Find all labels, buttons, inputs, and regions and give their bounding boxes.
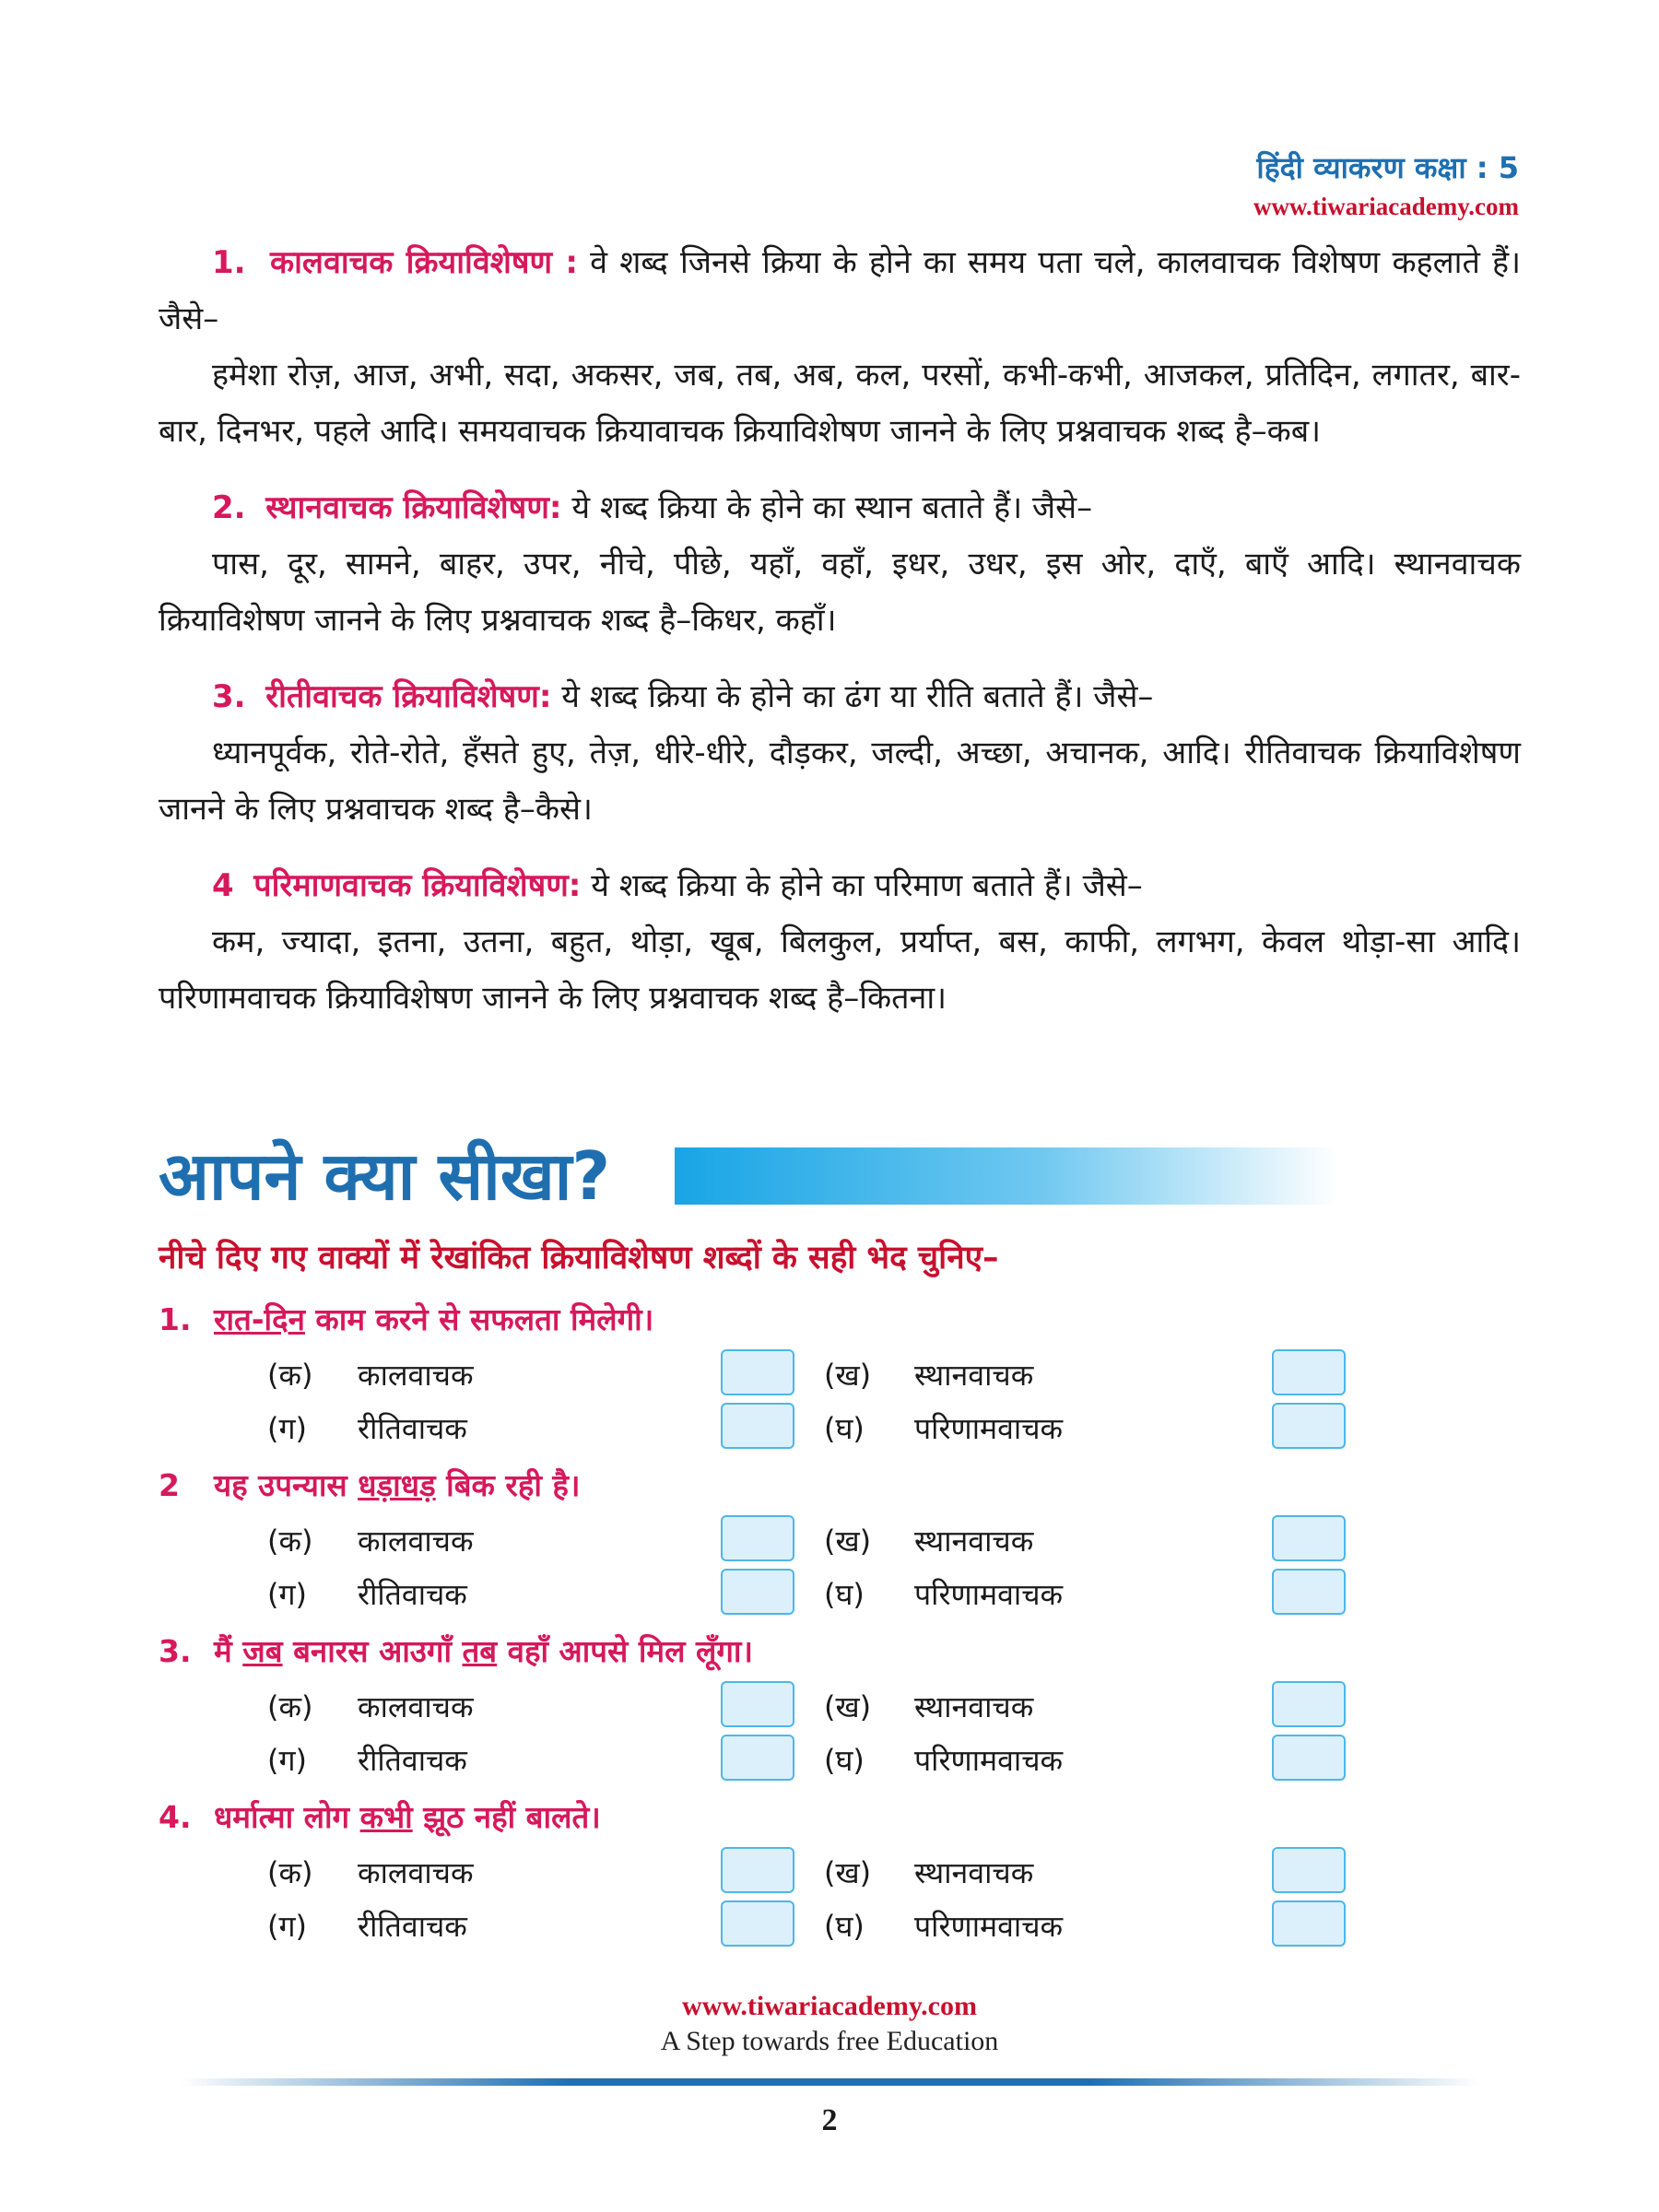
- option-ga: [267, 1740, 467, 1780]
- section-definition-text: ये शब्द क्रिया के होने का स्थान बताते हैं। जैसे–: [571, 489, 1093, 526]
- option-ga: [267, 1408, 467, 1448]
- option-label: परिणामवाचक: [914, 1577, 1064, 1612]
- section-number: 2.: [212, 489, 246, 526]
- underlined-word: रात-दिन: [214, 1301, 305, 1337]
- exercise-instruction: नीचे दिए गए वाक्यों में रेखांकित क्रियाविशेषण शब्दों के सही भेद चुनिए–: [159, 1240, 999, 1277]
- option-letter: (क): [267, 1689, 313, 1724]
- option-letter: (क): [267, 1524, 313, 1559]
- section-examples: ध्यानपूर्वक, रोते-रोते, हँसते हुए, तेज़, धीरे-धीरे, दौड़कर, जल्दी, अच्छा, अचानक, आदि। रीतिवाचक क्रियाविशेषण जानने के लिए प्रश्नवाचक शब्द है–कैसे।: [159, 735, 1521, 828]
- question-part: यह उपन्यास: [214, 1467, 359, 1503]
- option-gha: [824, 1574, 1063, 1614]
- option-label: रीतिवाचक: [358, 1743, 467, 1778]
- option-letter: (ग): [267, 1743, 307, 1778]
- section-examples: कम, ज्यादा, इतना, उतना, बहुत, थोड़ा, खूब, बिलकुल, प्रर्याप्त, बस, काफी, लगभग, केवल थोड़ा-सा आदि। परिणामवाचक क्रियाविशेषण जानने के लिए प्रश्नवाचक शब्द है–कितना।: [159, 924, 1521, 1017]
- option-letter: (ग): [267, 1909, 307, 1944]
- answer-box[interactable]: [721, 1349, 794, 1395]
- question-part: वहाँ आपसे मिल लूँगा।: [497, 1633, 753, 1669]
- learn-title: आपने क्या सीखा?: [159, 1137, 611, 1215]
- section-heading: परिमाणवाचक क्रियाविशेषण:: [253, 867, 582, 904]
- option-label: स्थानवाचक: [914, 1689, 1034, 1724]
- option-row: [159, 1847, 1375, 1900]
- option-letter: (ख): [824, 1689, 872, 1724]
- question-number: 4.: [159, 1799, 192, 1835]
- question-3: [159, 1630, 1375, 1788]
- option-letter: (ख): [824, 1524, 872, 1559]
- option-label: रीतिवाचक: [358, 1909, 467, 1944]
- option-letter: (घ): [824, 1577, 865, 1612]
- option-kha: [824, 1355, 1033, 1394]
- section-definition-text: ये शब्द क्रिया के होने का ढंग या रीति बताते हैं। जैसे–: [561, 678, 1154, 715]
- option-kha: [824, 1521, 1033, 1560]
- option-letter: (घ): [824, 1909, 865, 1944]
- question-text: [159, 1464, 1375, 1515]
- section-number: 4: [212, 867, 234, 904]
- answer-box[interactable]: [1272, 1569, 1346, 1615]
- answer-box[interactable]: [721, 1735, 794, 1781]
- section-definition-text: ये शब्द क्रिया के होने का परिमाण बताते हैं। जैसे–: [591, 867, 1143, 904]
- option-letter: (ग): [267, 1577, 307, 1612]
- option-letter: (ग): [267, 1411, 307, 1446]
- section-number: 1.: [212, 244, 246, 281]
- learn-banner-bar: [675, 1147, 1338, 1205]
- option-gha: [824, 1906, 1063, 1946]
- section-heading: कालवाचक क्रियाविशेषण :: [269, 244, 578, 281]
- option-letter: (ख): [824, 1855, 872, 1890]
- header-url[interactable]: www.tiwariacademy.com: [1253, 193, 1519, 220]
- section-1: [159, 235, 1521, 460]
- answer-box[interactable]: [721, 1569, 794, 1615]
- question-text: [159, 1795, 1375, 1847]
- option-ka: [267, 1853, 474, 1892]
- answer-box[interactable]: [1272, 1735, 1346, 1781]
- option-letter: (घ): [824, 1743, 865, 1778]
- answer-box[interactable]: [1272, 1681, 1346, 1727]
- question-1: [159, 1298, 1375, 1456]
- option-row: [159, 1349, 1375, 1403]
- answer-box[interactable]: [721, 1681, 794, 1727]
- footer-url[interactable]: www.tiwariacademy.com: [682, 1991, 977, 2021]
- answer-box[interactable]: [1272, 1847, 1346, 1893]
- option-label: स्थानवाचक: [914, 1524, 1034, 1559]
- question-part: बनारस आउगाँ: [282, 1633, 463, 1669]
- section-2: [159, 480, 1521, 649]
- answer-box[interactable]: [1272, 1515, 1346, 1561]
- option-letter: (घ): [824, 1411, 865, 1446]
- section-examples: पास, दूर, सामने, बाहर, उपर, नीचे, पीछे, यहाँ, वहाँ, इधर, उधर, इस ओर, दाएँ, बाएँ आदि। स्थानवाचक क्रियाविशेषण जानने के लिए प्रश्नवाचक शब्द है–किधर, कहाँ।: [159, 546, 1521, 639]
- option-letter: (ख): [824, 1358, 872, 1393]
- option-ka: [267, 1521, 474, 1560]
- question-2: [159, 1464, 1375, 1622]
- option-row: [159, 1403, 1375, 1456]
- answer-box[interactable]: [721, 1515, 794, 1561]
- section-definition: [159, 669, 1521, 725]
- book-title: हिंदी व्याकरण कक्षा : 5: [1256, 150, 1519, 185]
- option-label: स्थानवाचक: [914, 1855, 1034, 1890]
- section-definition-text: वे शब्द जिनसे क्रिया के होने का समय पता चले, कालवाचक विशेषण कहलाते हैं। जैसे–: [159, 244, 1521, 337]
- footer-tagline: A Step towards free Education: [660, 2026, 999, 2056]
- option-kha: [824, 1853, 1033, 1892]
- option-ka: [267, 1355, 474, 1394]
- option-kha: [824, 1687, 1033, 1726]
- option-label: कालवाचक: [358, 1524, 474, 1559]
- page-footer: [0, 1991, 1659, 2057]
- question-number: 3.: [159, 1633, 192, 1669]
- question-part: मैं: [214, 1633, 243, 1669]
- option-label: कालवाचक: [358, 1689, 474, 1724]
- section-heading: स्थानवाचक क्रियाविशेषण:: [265, 489, 562, 526]
- option-label: रीतिवाचक: [358, 1411, 467, 1446]
- answer-box[interactable]: [1272, 1349, 1346, 1395]
- option-ga: [267, 1906, 467, 1946]
- answer-box[interactable]: [1272, 1900, 1346, 1947]
- answer-box[interactable]: [721, 1847, 794, 1893]
- section-number: 3.: [212, 678, 246, 715]
- question-part: बिक रही है।: [435, 1467, 581, 1503]
- question-number: 2: [159, 1467, 180, 1503]
- option-label: रीतिवाचक: [358, 1577, 467, 1612]
- page-number: 2: [821, 2103, 838, 2137]
- option-label: कालवाचक: [358, 1855, 474, 1890]
- section-3: [159, 669, 1521, 838]
- question-part: काम करने से सफलता मिलेगी।: [304, 1301, 654, 1337]
- option-row: [159, 1515, 1375, 1569]
- section-definition: [159, 235, 1521, 347]
- option-label: कालवाचक: [358, 1358, 474, 1393]
- underlined-word: कभी: [359, 1799, 413, 1835]
- section-definition: [159, 480, 1521, 536]
- section-heading: रीतीवाचक क्रियाविशेषण:: [265, 678, 552, 715]
- option-label: परिणामवाचक: [914, 1411, 1064, 1446]
- option-letter: (क): [267, 1358, 313, 1393]
- option-ka: [267, 1687, 474, 1726]
- option-ga: [267, 1574, 467, 1614]
- answer-box[interactable]: [721, 1403, 794, 1449]
- option-row: [159, 1900, 1375, 1954]
- option-gha: [824, 1740, 1063, 1780]
- content: [159, 235, 1521, 1027]
- question-text: [159, 1298, 1375, 1349]
- section-definition: [159, 858, 1521, 914]
- footer-divider: [180, 2078, 1479, 2086]
- option-letter: (क): [267, 1855, 313, 1890]
- question-part: झूठ नहीं बालते।: [412, 1799, 601, 1835]
- answer-box[interactable]: [1272, 1403, 1346, 1449]
- option-label: परिणामवाचक: [914, 1743, 1064, 1778]
- section-examples: हमेशा रोज़, आज, अभी, सदा, अकसर, जब, तब, अब, कल, परसों, कभी-कभी, आजकल, प्रतिदिन, लगातर, बार-बार, दिनभर, पहले आदि। समयवाचक क्रियावाचक क्रियाविशेषण जानने के लिए प्रश्नवाचक शब्द है–कब।: [159, 357, 1521, 450]
- question-part: धर्मात्मा लोग: [214, 1799, 360, 1835]
- question-number: 1.: [159, 1301, 192, 1337]
- option-row: [159, 1681, 1375, 1735]
- option-label: स्थानवाचक: [914, 1358, 1034, 1393]
- option-row: [159, 1569, 1375, 1622]
- option-gha: [824, 1408, 1063, 1448]
- page-header: [1253, 147, 1519, 221]
- underlined-word: जब: [242, 1633, 283, 1669]
- learn-banner: [159, 1129, 1172, 1230]
- option-row: [159, 1735, 1375, 1788]
- option-label: परिणामवाचक: [914, 1909, 1064, 1944]
- answer-box[interactable]: [721, 1900, 794, 1947]
- underlined-word: तब: [462, 1633, 498, 1669]
- section-4: [159, 858, 1521, 1027]
- underlined-word: धड़ाधड़: [358, 1467, 436, 1503]
- question-text: [159, 1630, 1375, 1681]
- question-4: [159, 1795, 1375, 1954]
